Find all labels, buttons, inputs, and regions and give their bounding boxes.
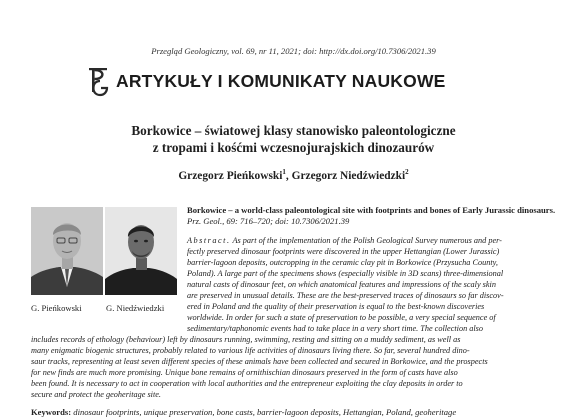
article-title [0, 122, 587, 156]
section-header [86, 67, 506, 97]
author-1-affiliation: 1 [282, 168, 286, 176]
abstract-text: As part of the implementation of the Polish Geological Survey numerous and per- [232, 236, 502, 245]
author-2: Grzegorz Niedźwiedzki [291, 169, 406, 182]
abstract-line: secure and protect the geoheritage site. [31, 390, 161, 399]
abstract-line: barrier-lagoon deposits, outcropping in the ceramic clay pit in Borkowice (Przysucha County, [187, 258, 498, 267]
author-separator: , [285, 169, 292, 182]
keywords-text: dinosaur footprints, unique preservation, bone casts, barrier-lagoon deposits, Hettangian, Poland, geoheritage [73, 407, 457, 417]
author-1-photo [31, 207, 103, 295]
abstract-line: are preserved in unusual details. These are the best-preserved traces of dinosaurs so far discov- [187, 291, 504, 300]
section-title: ARTYKUŁY I KOMUNIKATY NAUKOWE [116, 71, 446, 91]
abstract-line: fectly preserved dinosaur footprints were discovered in the upper Hettangian (Lower Jurassic) [187, 247, 500, 256]
article-title-line-2: z tropami i kośćmi wczesnojurajskich dinozaurów [152, 140, 435, 155]
abstract-line: for new finds are much more promising. Unique bone remains of ornithischian dinosaurs preserved in the form of casts have also [31, 368, 458, 377]
author-2-photo-caption: G. Niedźwiedzki [106, 303, 165, 313]
author-1-photo-caption: G. Pieńkowski [31, 303, 82, 313]
abstract-line: worldwide. In order for such a state of preservation to be possible, a very special sequence of [187, 313, 496, 322]
abstract-line: saur tracks, representing at least seven different species of these animals have been collected and secured in Borkowice, and the prospects [31, 357, 488, 366]
keywords-label: Keywords: [31, 407, 72, 417]
abstract-line: many enigmatic biogenic structures, probably related to various life activities of dinosaurs living there. So far, several hundred dino- [31, 346, 470, 355]
keywords-line [31, 407, 456, 417]
author-2-photo [105, 207, 177, 295]
english-authors-reference: Prz. Geol., 69: 716–720; doi: 10.7306/2021.39 [187, 216, 350, 226]
abstract-line: been found. It is necessary to act in cooperation with local authorities and the entrepreneur exploiting the clay deposits in order to [31, 379, 463, 388]
abstract-line: sedimentary/taphonomic events had to take place in a very short time. The collection also [187, 324, 484, 333]
author-2-affiliation: 2 [405, 168, 409, 176]
article-title-line-1: Borkowice – światowej klasy stanowisko paleontologiczne [131, 123, 456, 138]
abstract-line: includes records of ethology (behaviour) left by dinosaurs running, swimming, resting and sitting on a muddy sediment, as well as [31, 335, 461, 344]
abstract-line [187, 236, 502, 246]
abstract-line: Poland). A large part of the specimens shows (especially visible in 3D scans) three-dimensional [187, 269, 504, 278]
abstract-label: Abstract. [187, 236, 231, 245]
journal-citation: Przegląd Geologiczny, vol. 69, nr 11, 2021; doi: http://dx.doi.org/10.7306/2021.39 [151, 46, 436, 56]
author-1: Grzegorz Pieńkowski [178, 169, 283, 182]
abstract-line: natural casts of dinosaur feet, on which anatomical features and impressions of the scaly skin [187, 280, 496, 289]
authors-line [0, 168, 587, 182]
english-title: Borkowice – a world-class paleontological site with footprints and bones of Early Jurassic dinosaurs. [187, 205, 556, 215]
english-reference [187, 216, 572, 227]
abstract-line: ered in Poland and the quality of their preservation is equal to the best-known discoveries [187, 302, 485, 311]
journal-logo-icon [86, 67, 112, 97]
